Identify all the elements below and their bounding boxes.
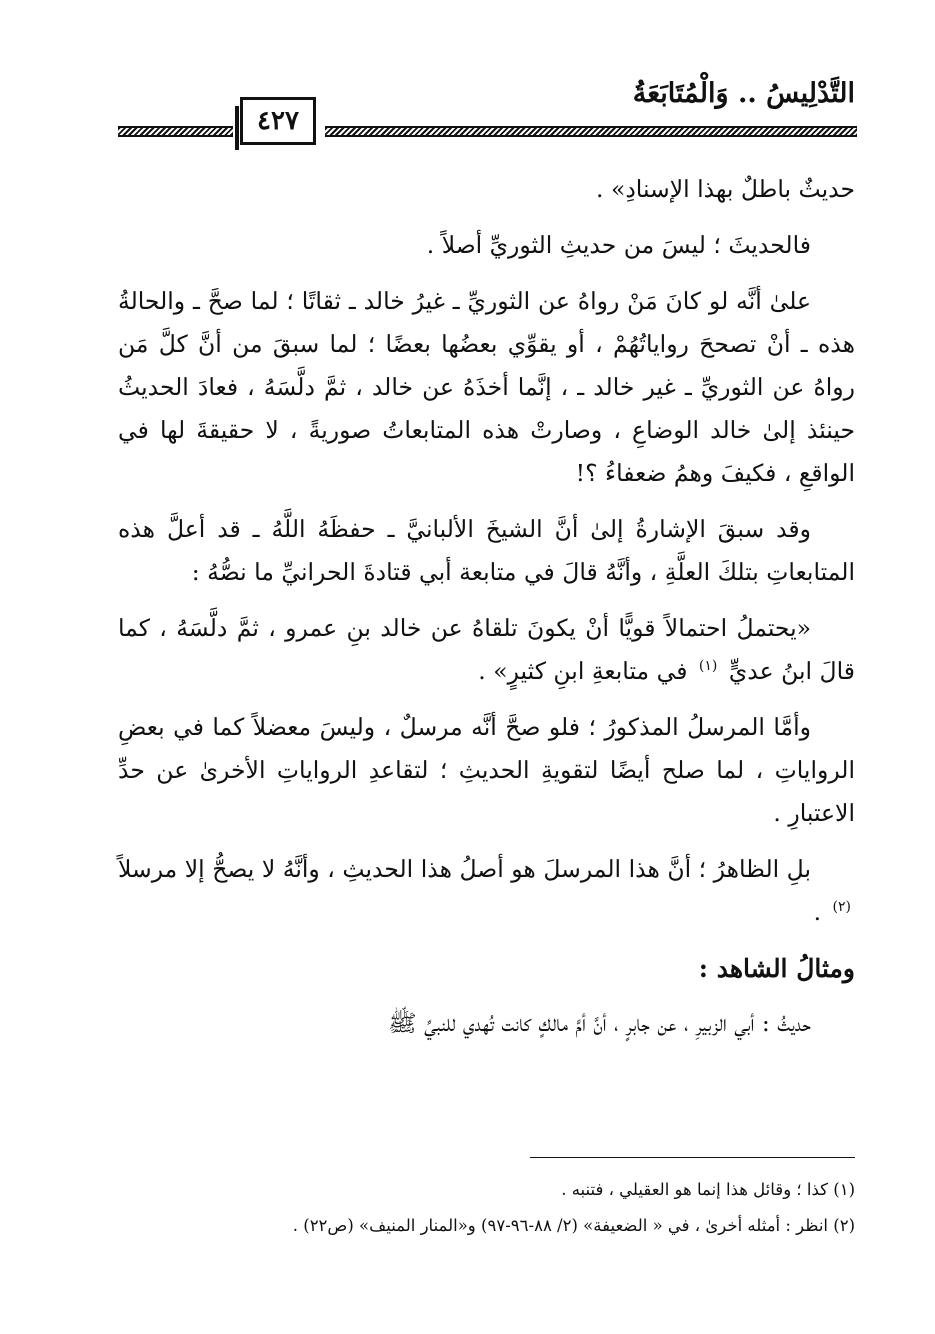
paragraph-4: وقد سبقَ الإشارةُ إلىٰ أنَّ الشيخَ الألبانيَّ ـ حفظَهُ اللَّهُ ـ قد أعلَّ هذه المتابعاتِ بتلكَ العلَّةِ ، وأنَّهُ قالَ في متابعة أبي قتادةَ الحرانيِّ ما نصُّهُ :	[118, 515, 855, 586]
paragraph-1: حديثٌ باطلٌ بهذا الإسنادِ» .	[596, 175, 855, 203]
section-heading: ومثالُ الشاهد :	[698, 954, 855, 983]
footnote-ref-1: (١)	[698, 658, 718, 675]
paragraph-8: حديثُ : أبي الزبيرِ ، عن جابرٍ ، أنَّ أمَّ مالكٍ كانت تُهدي للنبيِّ ﷺ	[388, 1009, 811, 1037]
paragraph-2: فالحديثَ ؛ ليسَ من حديثِ الثوريِّ أصلاً .	[426, 231, 811, 259]
footnote-2: (٢) انظر : أمثله أخرىٰ ، في « الضعيفة» (٢/ ٨٨-٩٦-٩٧) و«المنار المنيف» (ص٢٢) .	[292, 1216, 855, 1235]
quote-text-end: في متابعةِ ابنِ كثيرٍ» .	[478, 657, 688, 685]
footnotes	[118, 1172, 855, 1244]
paragraph-7-text: بلِ الظاهرُ ؛ أنَّ هذا المرسلَ هو أصلُ هذا الحديثِ ، وأنَّهُ لا يصحُّ إلا مرسلاً	[118, 855, 811, 883]
page-number-text: ٤٢٧	[257, 106, 299, 136]
paragraph-5-quote	[118, 607, 855, 693]
footnote-1: (١) كذا ؛ وقائل هذا إنما هو العقيلي ، فتنبه .	[561, 1180, 855, 1199]
paragraph-7-end: .	[813, 898, 822, 926]
running-title: التَّدْلِيسُ .. وَالْمُتَابَعَةُ	[632, 78, 855, 109]
body-text	[118, 168, 855, 1058]
footnote-ref-2: (٢)	[832, 899, 851, 916]
paragraph-7	[118, 848, 855, 934]
header-rule-right	[325, 126, 857, 137]
footnote-separator	[530, 1157, 855, 1158]
header-rule-left	[118, 126, 233, 137]
page-number	[240, 97, 316, 145]
paragraph-3: علىٰ أنَّه لو كانَ مَنْ رواهُ عن الثوريِّ ـ غيرُ خالد ـ ثقاتًا ؛ لما صحَّ ـ والحالةُ هذه ـ أنْ تصححَ رواياتُهُمْ ، أو يقوِّي بعضُها بعضًا ؛ لما سبقَ من أنَّ كلَّ مَن رواهُ عن الثوريِّ ـ غير خالد ـ ، إنَّما أخذَهُ عن خالد ، ثمَّ دلَّسَهُ ، فعادَ الحديثُ حينئذ إلىٰ خالد الوضاعِ ، وصارتْ هذه المتابعاتُ صوريةً ، لا حقيقةَ لها في الواقعِ ، فكيفَ وهمُ ضعفاءُ ؟!	[118, 287, 855, 487]
paragraph-6: وأمَّا المرسلُ المذكورُ ؛ فلو صحَّ أنَّه مرسلٌ ، وليسَ معضلاً كما في بعضِ الرواياتِ ، لما صلح أيضًا لتقويةِ الحديثِ ؛ لتقاعدِ الرواياتِ الأخرىٰ عن حدِّ الاعتبارِ .	[118, 713, 855, 827]
quote-text: «يحتملُ احتمالاً قويًّا أنْ يكونَ تلقاهُ عن خالد بنِ عمرو ، ثمَّ دلَّسَهُ ، كما قالَ ابنُ عديٍّ	[118, 614, 855, 685]
